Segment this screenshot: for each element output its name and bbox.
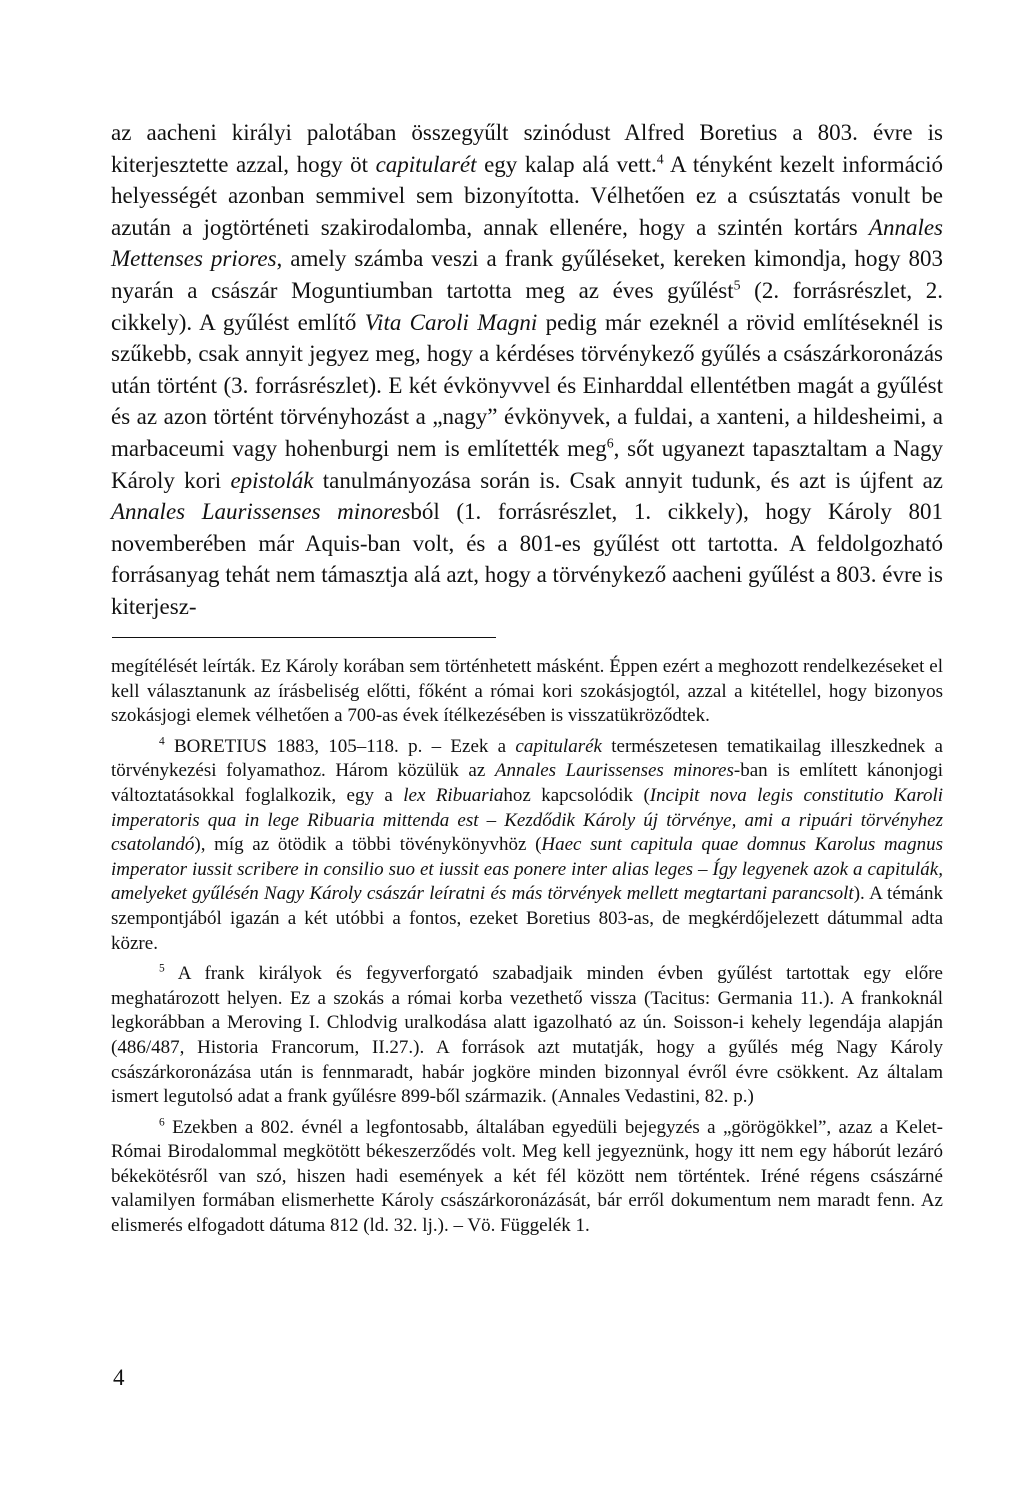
text-run: , sőt ugyanezt tapasztaltam a Nagy Károly kori — [111, 435, 944, 493]
italic-text: Annales Mettenses priores — [111, 214, 943, 272]
body-paragraph — [111, 117, 943, 623]
footnote — [111, 735, 943, 956]
text-run: ), míg az ötödik a többi tövénykönyvhöz ( — [194, 834, 542, 856]
text-run: (2. forrásrészlet, 2. cikkely). A gyűlést említő — [111, 277, 944, 335]
footnote — [111, 1116, 943, 1239]
text-run: ). A témánk szempontjából igazán a két utóbbi a fontos, ezeket Boretius 803-as, de megkérdőjelezett dátummal adta közre. — [111, 883, 943, 954]
text-run: , amely számba veszi a frank gyűléseket, kereken kimondja, hogy 803 nyarán a császár Moguntiumban tartotta meg az éves gyűlést — [111, 246, 943, 303]
footnote-reference: 4 — [656, 150, 664, 166]
italic-text: capitularék — [515, 735, 602, 757]
footnote-reference: 4 — [159, 735, 165, 748]
page-number: 4 — [113, 1365, 125, 1390]
footnote-reference: 5 — [159, 962, 165, 975]
italic-text: Vita Caroli Magni — [364, 309, 538, 335]
italic-text: lex Ribuaria — [403, 784, 504, 806]
italic-text: epistolák — [230, 467, 314, 493]
footnote — [111, 962, 943, 1110]
footnote-reference: 5 — [733, 277, 741, 293]
text-run: pedig már ezeknél a rövid említéseknél is szűkebb, csak annyit jegyez meg, hogy a kérdéses törvénykező gyűlés a császárkoronázás után történt (3. forrásrészlet). E két évkönyvvel és Einharddal ellentétben magát a gyűlést és az azon történt törvényhozást a „nagy” évkönyvek, a fuldai, a xanteni, a hildesheimi, a marbaceumi vagy hohenburgi nem is említették meg — [111, 309, 944, 461]
text-run: tanulmányozása során is. Csak annyit tudunk, és azt is újfent az — [313, 467, 943, 493]
text-run: megítélését leírták. Ez Károly korában sem történhetett másként. Éppen ezért a meghozott rendelkezéseket el kell választanunk az írásbeliség előtti, főként a római kori szokásjogtól, azzal a kitétellel, hogy bizonyos szokásjogi elemek vélhetően a 700-as évek ítélkezésében is visszatükröződtek. — [111, 656, 943, 727]
italic-text: Annales Laurissenses minores — [111, 499, 411, 525]
text-run: ból (1. forrásrészlet, 1. cikkely), hogy Károly 801 novemberében már Aquis-ban volt, és a 801-es gyűlést ott tartotta. A feldolgozható forrásanyag tehát nem támasztja alá azt, hogy a törvénykező aacheni gyűlést a 803. évre is kiterjesz- — [111, 499, 943, 619]
italic-text: Annales Laurissenses minores — [494, 760, 734, 782]
footnote-reference: 6 — [606, 435, 614, 451]
text-run: egy kalap alá vett. — [476, 151, 657, 177]
text-run: BORETIUS 1883, 105–118. p. – Ezek a — [164, 735, 516, 757]
footnote-separator — [112, 637, 496, 638]
italic-text: Haec sunt capitula quae domnus Karolus magnus imperator iussit scribere in consilio suo et iussit eas ponere inter alias leges – Így legyenek azok a capitulák, amelyeket gyűlésén Nagy Károly császár leíratni és más törvények mellett megtartani parancsolt — [111, 834, 943, 905]
footnote-continuation — [111, 655, 943, 729]
main-text — [111, 117, 943, 623]
text-run: Ezekben a 802. évnél a legfontosabb, általában egyedüli bejegyzés a „görögökkel”, azaz a Kelet-Római Birodalommal megkötött békeszerződés volt. Meg kell jegyeznünk, hogy itt nem egy háborút lezáró békekötésről van szó, hiszen hadi események a két fél között nem történtek. Iréné régens császárné valamilyen formában elismerhette Károly császárkoronázását, bár erről dokumentum nem maradt fenn. Az elismerés elfogadott dátuma 812 (ld. 32. lj.). – Vö. Függelék 1. — [111, 1116, 943, 1237]
text-run: hoz kapcsolódik ( — [503, 784, 650, 806]
text-run: természetesen tematikailag illeszkednek a törvénykezési folyamathoz. Három közülük az — [111, 735, 943, 782]
footnotes — [111, 655, 943, 1245]
text-run: A tényként kezelt információ helyességét azonban semmivel sem bizonyította. Vélhetően ez a csúsztatás vonult be azután a jogtörténeti szakirodalomba, annak ellenére, hogy a szintén kortárs — [111, 151, 943, 240]
text-run: az aacheni királyi palotában összegyűlt szinódust Alfred Boretius a 803. évre is kiterjesztette azzal, hogy öt — [111, 120, 943, 177]
italic-text: capitularét — [375, 151, 477, 177]
text-run: -ban is említett kánonjogi változtatásokkal foglalkozik, egy a — [111, 760, 944, 806]
footnote-reference: 6 — [159, 1116, 165, 1129]
italic-text: Incipit nova legis constitutio Karoli imperatoris qua in lege Ribuaria mittenda est – Kezdődik Károly új törvénye, ami a ripuári törvényhez csatolandó — [111, 784, 944, 856]
text-run: A frank királyok és fegyverforgató szabadjaik minden évben gyűlést tartottak egy előre meghatározott helyen. Ez a szokás a római korba vezethető vissza (Tacitus: Germania 11.). A frankoknál legkorábban a Meroving I. Chlodvig uralkodása alatt igazolható az ún. Soisson-i kehely legendája alapján (486/487, Historia Francorum, II.27.). A források azt mutatják, hogy a gyűlés még Nagy Károly császárkoronázása után is fennmaradt, habár jogköre minden bizonnyal évről évre csökkent. Az általam ismert legutolsó adat a frank gyűlésre 899-ből származik. (Annales Vedastini, 82. p.) — [111, 963, 943, 1108]
